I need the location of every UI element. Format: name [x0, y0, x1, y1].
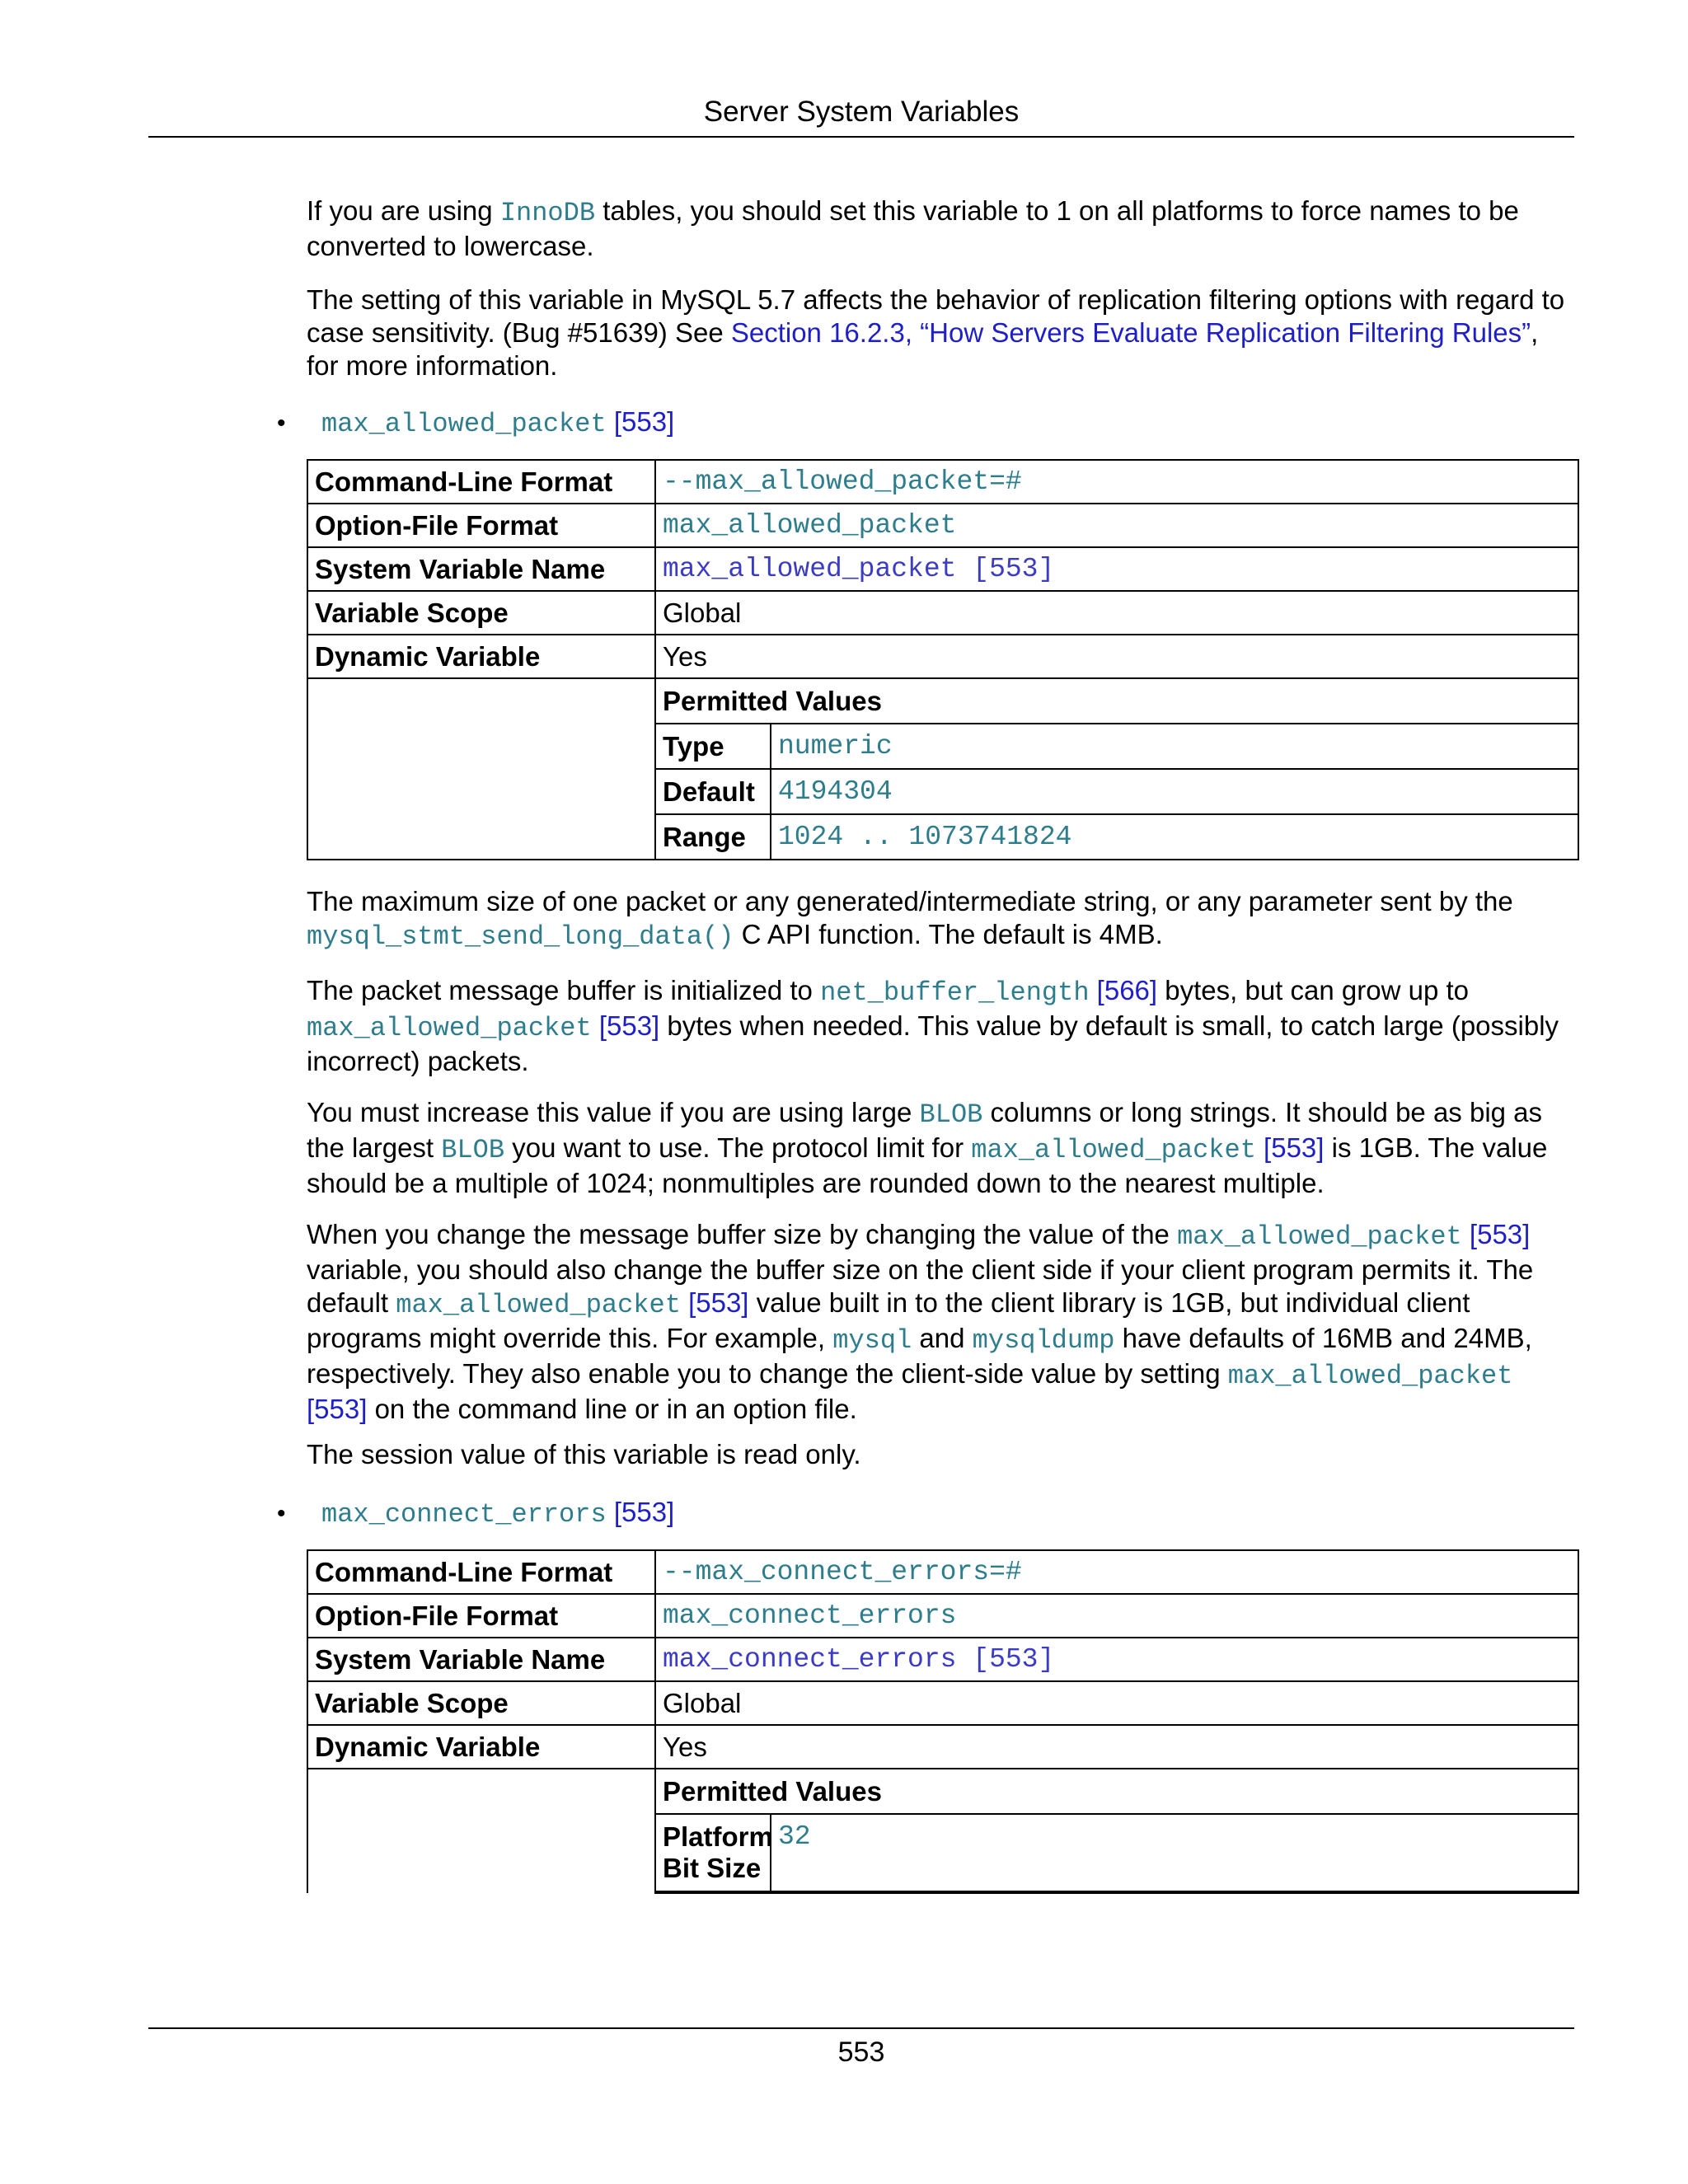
- scope-label: Variable Scope: [307, 591, 655, 635]
- table-row: [307, 635, 1578, 678]
- scope-value: Global: [655, 591, 1578, 635]
- sys-label: System Variable Name: [307, 1638, 655, 1681]
- code-max-allowed-packet[interactable]: max_allowed_packet: [1177, 1221, 1462, 1252]
- var1-paragraph-2: The packet message buffer is initialized to net_buffer_length [566] bytes, but can grow up to max_allowed_packet [553] bytes when needed. This value by default is small, to catch large (possibly incorrect) packets.: [307, 975, 1559, 1076]
- var1-paragraph-1: The maximum size of one packet or any generated/intermediate string, or any parameter sent by the mysql_stmt_send_long_data() C API function. The default is 4MB.: [307, 886, 1513, 952]
- range-label: Range: [656, 814, 771, 859]
- cmd-value: --max_connect_errors=#: [655, 1550, 1578, 1594]
- var-heading-max-connect-errors: [277, 1496, 674, 1531]
- var-name[interactable]: max_connect_errors: [321, 1499, 607, 1530]
- code-mysql-stmt-send-long-data[interactable]: mysql_stmt_send_long_data(): [307, 921, 734, 952]
- type-label: Type: [656, 724, 771, 769]
- var-table-max-connect-errors: [307, 1549, 1579, 1894]
- opt-label: Option-File Format: [307, 504, 655, 547]
- code-mysqldump[interactable]: mysqldump: [972, 1325, 1115, 1356]
- range-value: 1024 .. 1073741824: [771, 814, 1578, 859]
- permitted-values: [655, 678, 1578, 860]
- default-value: 4194304: [771, 769, 1578, 814]
- table-row: [307, 1725, 1578, 1769]
- dyn-label: Dynamic Variable: [307, 635, 655, 678]
- table-row: [307, 678, 1578, 860]
- code-blob: BLOB: [441, 1135, 505, 1165]
- code-max-allowed-packet[interactable]: max_allowed_packet: [971, 1135, 1256, 1165]
- table-row: [656, 1814, 1578, 1891]
- type-value: numeric: [771, 724, 1578, 769]
- footer-rule: [148, 2027, 1574, 2029]
- ref-566[interactable]: [566]: [1089, 975, 1158, 1005]
- table-row: [307, 1769, 1578, 1893]
- permitted-values: [655, 1769, 1578, 1893]
- platform-bit-size-label: Platform Bit Size: [656, 1814, 771, 1891]
- intro-paragraph-2: The setting of this variable in MySQL 5.7 affects the behavior of replication filtering options with regard to case sensitivity. (Bug #51639) See Section 16.2.3, “How Servers Evaluate Replication Filtering Rules”, for more information.: [307, 284, 1565, 381]
- section-link[interactable]: Section 16.2.3, “How Servers Evaluate Replication Filtering Rules”: [730, 317, 1531, 348]
- var-heading-max-allowed-packet: [277, 405, 674, 441]
- code-innodb: InnoDB: [499, 198, 596, 228]
- code-blob: BLOB: [919, 1099, 983, 1130]
- dyn-value: Yes: [655, 635, 1578, 678]
- intro-paragraph-1: If you are using InnoDB tables, you should set this variable to 1 on all platforms to force names to be converted to lowercase.: [307, 195, 1519, 261]
- sys-label: System Variable Name: [307, 547, 655, 591]
- cmd-label: Command-Line Format: [307, 1550, 655, 1594]
- opt-value: max_connect_errors: [655, 1594, 1578, 1638]
- default-label: Default: [656, 769, 771, 814]
- ref-553[interactable]: [553]: [591, 1010, 660, 1041]
- code-max-allowed-packet[interactable]: max_allowed_packet: [1227, 1361, 1513, 1391]
- code-max-allowed-packet[interactable]: max_allowed_packet: [396, 1290, 681, 1320]
- opt-value: max_allowed_packet: [655, 504, 1578, 547]
- page-header: Server System Variables: [703, 96, 1020, 128]
- page-number: 553: [837, 2036, 885, 2068]
- ref-553[interactable]: [553]: [307, 1394, 368, 1424]
- table-row: [307, 1550, 1578, 1594]
- scope-value: Global: [655, 1681, 1578, 1725]
- dyn-label: Dynamic Variable: [307, 1725, 655, 1769]
- code-net-buffer-length[interactable]: net_buffer_length: [820, 977, 1090, 1008]
- opt-label: Option-File Format: [307, 1594, 655, 1638]
- var-ref[interactable]: [553]: [613, 406, 675, 437]
- table-row: [307, 1594, 1578, 1638]
- var1-paragraph-3: You must increase this value if you are using large BLOB columns or long strings. It should be as big as the largest BLOB you want to use. The protocol limit for max_allowed_packet [553] is 1GB. The value should be a multiple of 1024; nonmultiples are rounded down to the nearest multiple.: [307, 1097, 1548, 1198]
- var-name[interactable]: max_allowed_packet: [321, 409, 607, 439]
- var1-paragraph-4: When you change the message buffer size by changing the value of the max_allowed_packet [553] variable, you should also change the buffer size on the client side if your client program permits it. The default max_allowed_packet [553] value built in to the client library is 1GB, but individual client programs might override this. For example, mysql and mysqldump have defaults of 16MB and 24MB, respectively. They also enable you to change the client-side value by setting max_allowed_packet [553] on the command line or in an option file.: [307, 1219, 1534, 1424]
- permitted-values-heading: Permitted Values: [663, 686, 882, 716]
- blank-cell: [307, 1769, 655, 1893]
- platform-bit-size-value: 32: [771, 1814, 1578, 1891]
- permitted-values-table: [656, 1813, 1578, 1892]
- table-row: [307, 460, 1578, 504]
- bullet-icon: •: [277, 410, 286, 437]
- cmd-value: --max_allowed_packet=#: [655, 460, 1578, 504]
- code-mysql[interactable]: mysql: [832, 1325, 912, 1356]
- sys-value[interactable]: max_connect_errors [553]: [655, 1638, 1578, 1681]
- permitted-values-heading: Permitted Values: [663, 1776, 882, 1807]
- table-row: [656, 724, 1578, 769]
- var1-paragraph-5: The session value of this variable is read only.: [307, 1439, 861, 1469]
- table-row: [307, 1638, 1578, 1681]
- scope-label: Variable Scope: [307, 1681, 655, 1725]
- dyn-value: Yes: [655, 1725, 1578, 1769]
- sys-value[interactable]: max_allowed_packet [553]: [655, 547, 1578, 591]
- table-row: [307, 547, 1578, 591]
- header-rule: [148, 136, 1574, 138]
- table-row: [307, 1681, 1578, 1725]
- table-row: [656, 769, 1578, 814]
- ref-553[interactable]: [553]: [1255, 1132, 1325, 1163]
- cmd-label: Command-Line Format: [307, 460, 655, 504]
- code-max-allowed-packet[interactable]: max_allowed_packet: [307, 1013, 592, 1043]
- table-row: [307, 504, 1578, 547]
- permitted-values-table: [656, 723, 1578, 859]
- var-ref[interactable]: [553]: [613, 1497, 675, 1527]
- bullet-icon: •: [277, 1500, 286, 1527]
- table-row: [656, 814, 1578, 859]
- ref-553[interactable]: [553]: [680, 1287, 749, 1318]
- blank-cell: [307, 678, 655, 860]
- ref-553[interactable]: [553]: [1461, 1219, 1531, 1249]
- table-row: [307, 591, 1578, 635]
- var-table-max-allowed-packet: [307, 459, 1579, 860]
